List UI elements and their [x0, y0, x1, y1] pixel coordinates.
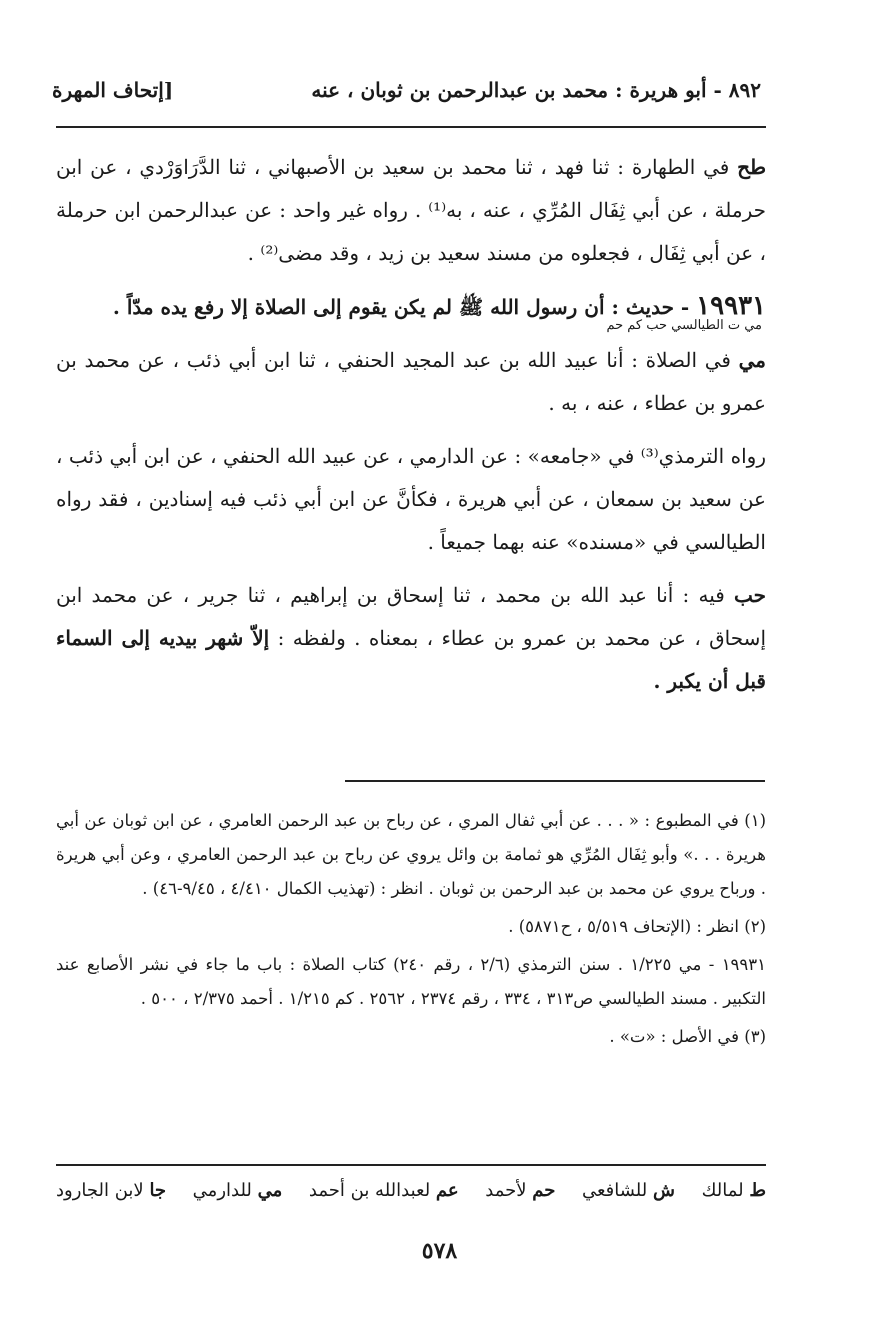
hadith-number: ١٩٩٣١ [696, 291, 766, 321]
takhrij-note: ١٩٩٣١ - مي ١/٢٢٥ . سنن الترمذي (٢/٦ ، رقم ٢٤٠) كتاب الصلاة : باب ما جاء في نشر الأصابع عند التكبير . مسند الطيالسي ص٣١٣ ، ٣٣٤ ، رقم ٢٣٧٤ ، ٢٥٦٢ . كم ١/٢١٥ . أحمد ٢/٣٧٥ ، ٥٠٠ . [56, 955, 766, 1008]
paragraph-ibn-hibban [56, 574, 766, 703]
source-code: مي [738, 348, 766, 372]
abbreviation-item [485, 1180, 555, 1201]
abbreviation-item [582, 1180, 675, 1201]
abbreviation-code: ط [749, 1180, 766, 1201]
footnote-separator [345, 780, 765, 782]
header-book-name: [إتحاف المهرة [52, 78, 174, 102]
footnotes [56, 804, 766, 1058]
paragraph-text: في الطهارة : ثنا فهد ، ثنا محمد بن سعيد بن الأصبهاني ، ثنا الدَّرَاوَرْدي ، عن ابن حرملة ، عن أبي ثِفَال المُرِّي ، عنه ، به⁽¹⁾ . رواه غير واحد : عن عبدالرحمن ابن حرملة ، عن أبي ثِفَال ، فجعلوه من مسند سعيد بن زيد ، وقد مضى⁽²⁾ . [56, 155, 767, 265]
abbreviation-name: لمالك [701, 1180, 744, 1201]
footnote-2: (٢) انظر : (الإتحاف ٥/٥١٩ ، ح٥٨٧١) . [508, 917, 766, 936]
paragraph-darimi [56, 339, 766, 425]
paragraph-tahawi [56, 146, 766, 275]
running-header [52, 78, 761, 114]
abbreviations-rule [56, 1164, 766, 1166]
hadith-text: أن رسول الله ﷺ لم يكن يقوم إلى الصلاة إلا رفع يده مدّاً . [112, 295, 605, 319]
paragraph-tirmidhi [56, 435, 766, 564]
abbreviation-name: للدارمي [192, 1180, 252, 1201]
abbreviation-name: لأحمد [485, 1180, 527, 1201]
abbreviation-code: ش [652, 1180, 675, 1201]
abbreviation-code: جا [149, 1180, 167, 1201]
abbreviation-item [702, 1180, 766, 1201]
hadith-label: - حديث : [604, 295, 697, 319]
paragraph-text: فيه : أنا عبد الله بن محمد ، ثنا إسحاق بن إبراهيم ، ثنا جرير ، عن محمد ابن إسحاق ، عن محمد بن عمرو بن عطاء ، بمعناه . ولفظه : [56, 583, 766, 650]
emphasized-wording: إلاّ شهر بيديه إلى السماء قبل أن يكبر . [56, 626, 766, 693]
abbreviation-item [309, 1180, 459, 1201]
footnote-3: (٣) في الأصل : «ت» . [609, 1027, 766, 1046]
header-rule [56, 126, 766, 128]
hadith-entry [56, 285, 766, 333]
main-text [56, 146, 766, 713]
abbreviation-code: عم [435, 1180, 459, 1201]
abbreviation-code: حم [532, 1180, 556, 1201]
paragraph-text: رواه الترمذي⁽³⁾ في «جامعه» : عن الدارمي ، عن عبيد الله الحنفي ، عن ابن أبي ذئب ، عن سعيد بن سمعان ، عن أبي هريرة ، فكأنَّ عن ابن أبي ذئب فيه إسنادين ، فقد رواه الطيالسي في «مسنده» عنه بهما جميعاً . [56, 444, 766, 554]
abbreviation-code: مي [257, 1180, 283, 1201]
abbreviation-name: للشافعي [581, 1180, 648, 1201]
abbreviation-item [193, 1180, 283, 1201]
paragraph-text: في الصلاة : أنا عبيد الله بن عبد المجيد الحنفي ، ثنا ابن أبي ذئب ، عن محمد بن عمرو بن عطاء ، عنه ، به . [56, 348, 766, 415]
footnote-1: (١) في المطبوع : « . . . عن أبي ثفال المري ، عن رباح بن عبد الرحمن العامري ، عن ابن ثوبان عن أبي هريرة . . .» وأبو ثِفَال المُرِّي هو ثمامة بن وائل يروي عن رباح بن عبد الرحمن العامري ، وعن أبي هريرة . ورباح يروي عن محمد بن عبد الرحمن بن ثوبان . انظر : (تهذيب الكمال ٤/٤١٠ ، ٩/٤٥-٤٦) . [56, 811, 766, 898]
abbreviations-key [56, 1180, 766, 1201]
source-code: طح [737, 155, 766, 179]
source-code: حب [733, 583, 766, 607]
abbreviation-name: لابن الجارود [56, 1180, 144, 1201]
header-title: ٨٩٢ - أبو هريرة : محمد بن عبدالرحمن بن ثوبان ، عنه [311, 78, 761, 102]
page-number: ٥٧٨ [421, 1238, 458, 1264]
abbreviation-name: لعبدالله بن أحمد [308, 1180, 431, 1201]
abbreviation-item [56, 1180, 166, 1201]
hadith-source-codes: مي ت الطيالسي حب كم حم [606, 318, 762, 333]
